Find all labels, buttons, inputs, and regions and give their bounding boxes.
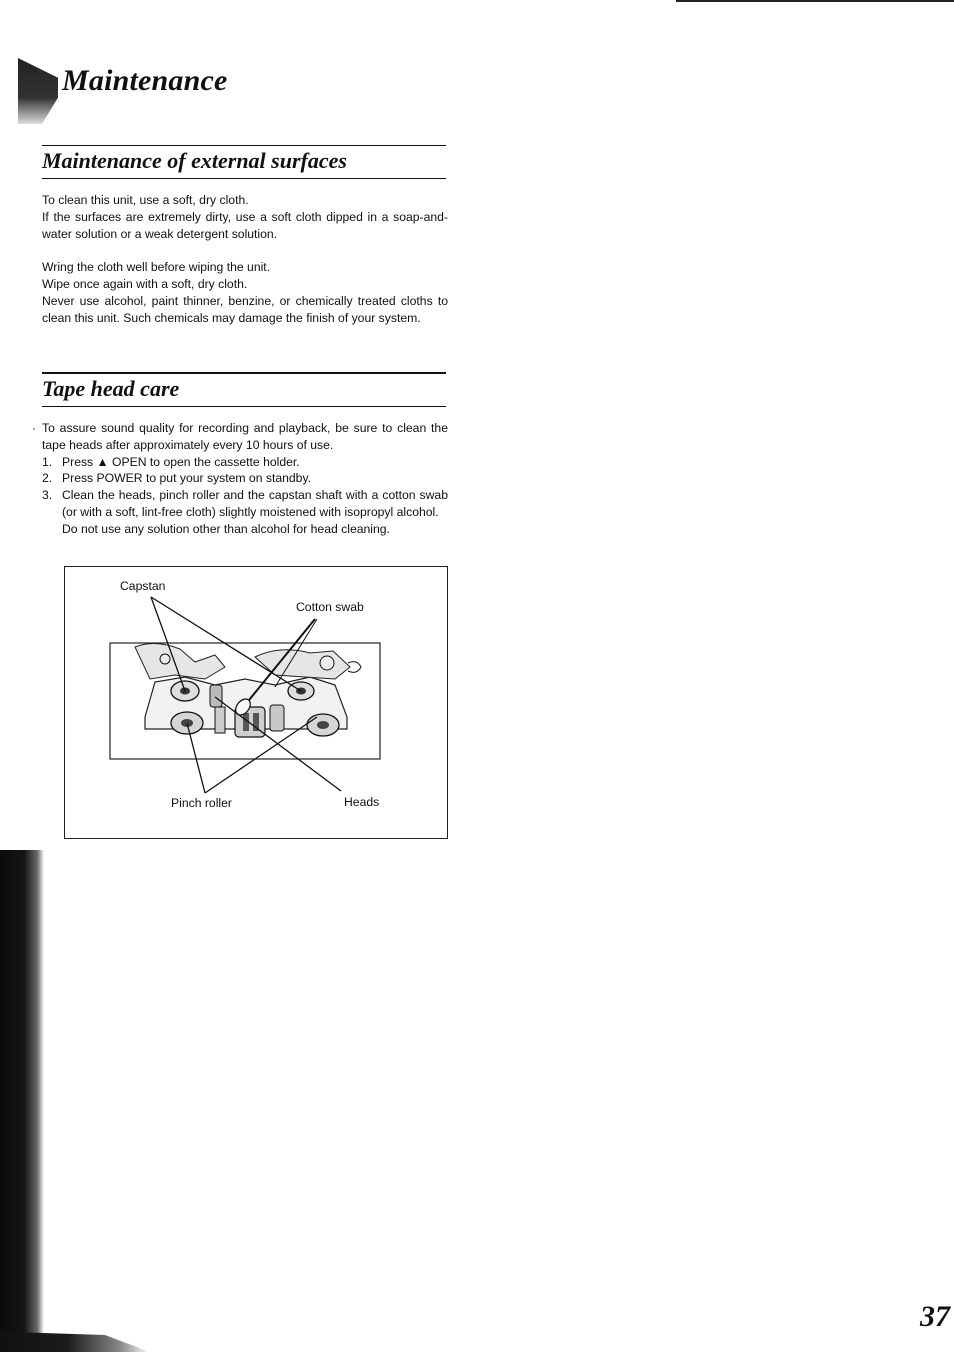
gear bbox=[320, 656, 334, 670]
cassette-mechanism-drawing bbox=[65, 567, 449, 840]
upper-left-bracket bbox=[135, 643, 225, 679]
scan-top-rule bbox=[676, 0, 954, 2]
external-line: If the surfaces are extremely dirty, use a soft cloth dipped in a soap-and-water solution or a weak detergent solution. bbox=[42, 209, 448, 241]
step-note bbox=[42, 521, 448, 538]
right-pinch-hub bbox=[317, 721, 329, 729]
label-cotton-swab: Cotton swab bbox=[296, 600, 364, 614]
external-line: Wipe once again with a soft, dry cloth. bbox=[42, 277, 248, 292]
step-number: 2. bbox=[42, 471, 53, 486]
step-item bbox=[42, 470, 448, 487]
capstan-leader bbox=[151, 597, 301, 691]
step-number: 1. bbox=[42, 454, 53, 469]
tape-head-diagram bbox=[64, 566, 448, 839]
section-rule-bottom bbox=[42, 178, 446, 179]
step-text: Clean the heads, pinch roller and the capstan shaft with a cotton swab (or with a soft, lint-free cloth) slightly moistened with isopropyl alcohol. bbox=[62, 488, 448, 519]
note-text: Do not use any solution other than alcohol for head cleaning. bbox=[62, 521, 390, 536]
left-head-mount bbox=[215, 707, 225, 733]
bullet-dot: · bbox=[32, 421, 37, 435]
external-line: Wring the cloth well before wiping the unit. bbox=[42, 260, 271, 275]
step-text: Press POWER to put your system on standby. bbox=[62, 471, 312, 486]
tape-body bbox=[32, 420, 448, 538]
gear bbox=[160, 654, 170, 664]
tape-steps bbox=[42, 454, 448, 538]
section-rule-top bbox=[42, 145, 446, 146]
page-title: Maintenance bbox=[62, 64, 228, 97]
scan-edge-shadow bbox=[0, 850, 44, 1352]
left-head bbox=[210, 685, 222, 707]
step-item bbox=[42, 487, 448, 521]
section-heading-external: Maintenance of external surfaces bbox=[42, 148, 347, 173]
title-tab-mark bbox=[18, 58, 58, 124]
label-heads: Heads bbox=[344, 795, 380, 809]
section-rule-bottom bbox=[42, 406, 446, 407]
label-pinch-roller: Pinch roller bbox=[171, 796, 232, 810]
external-line: Never use alcohol, paint thinner, benzine, or chemically treated cloths to clean this unit. Such chemicals may damage the finish of your system. bbox=[42, 293, 448, 325]
right-head bbox=[270, 705, 284, 731]
section-rule-top bbox=[42, 372, 446, 374]
section-heading-tape: Tape head care bbox=[42, 376, 180, 401]
label-capstan: Capstan bbox=[120, 579, 166, 593]
step-item bbox=[42, 454, 448, 471]
tape-intro bbox=[32, 420, 448, 454]
tape-intro-text: To assure sound quality for recording and playback, be sure to clean the tape heads after approximately every 10 hours of use. bbox=[42, 421, 448, 452]
page-number: 37 bbox=[920, 1300, 950, 1333]
step-text: Press ▲ OPEN to open the cassette holder. bbox=[62, 454, 300, 469]
external-body bbox=[42, 192, 448, 327]
pinch-roller-leader bbox=[187, 723, 205, 793]
step-number: 3. bbox=[42, 488, 53, 503]
external-line: To clean this unit, use a soft, dry cloth. bbox=[42, 193, 249, 207]
